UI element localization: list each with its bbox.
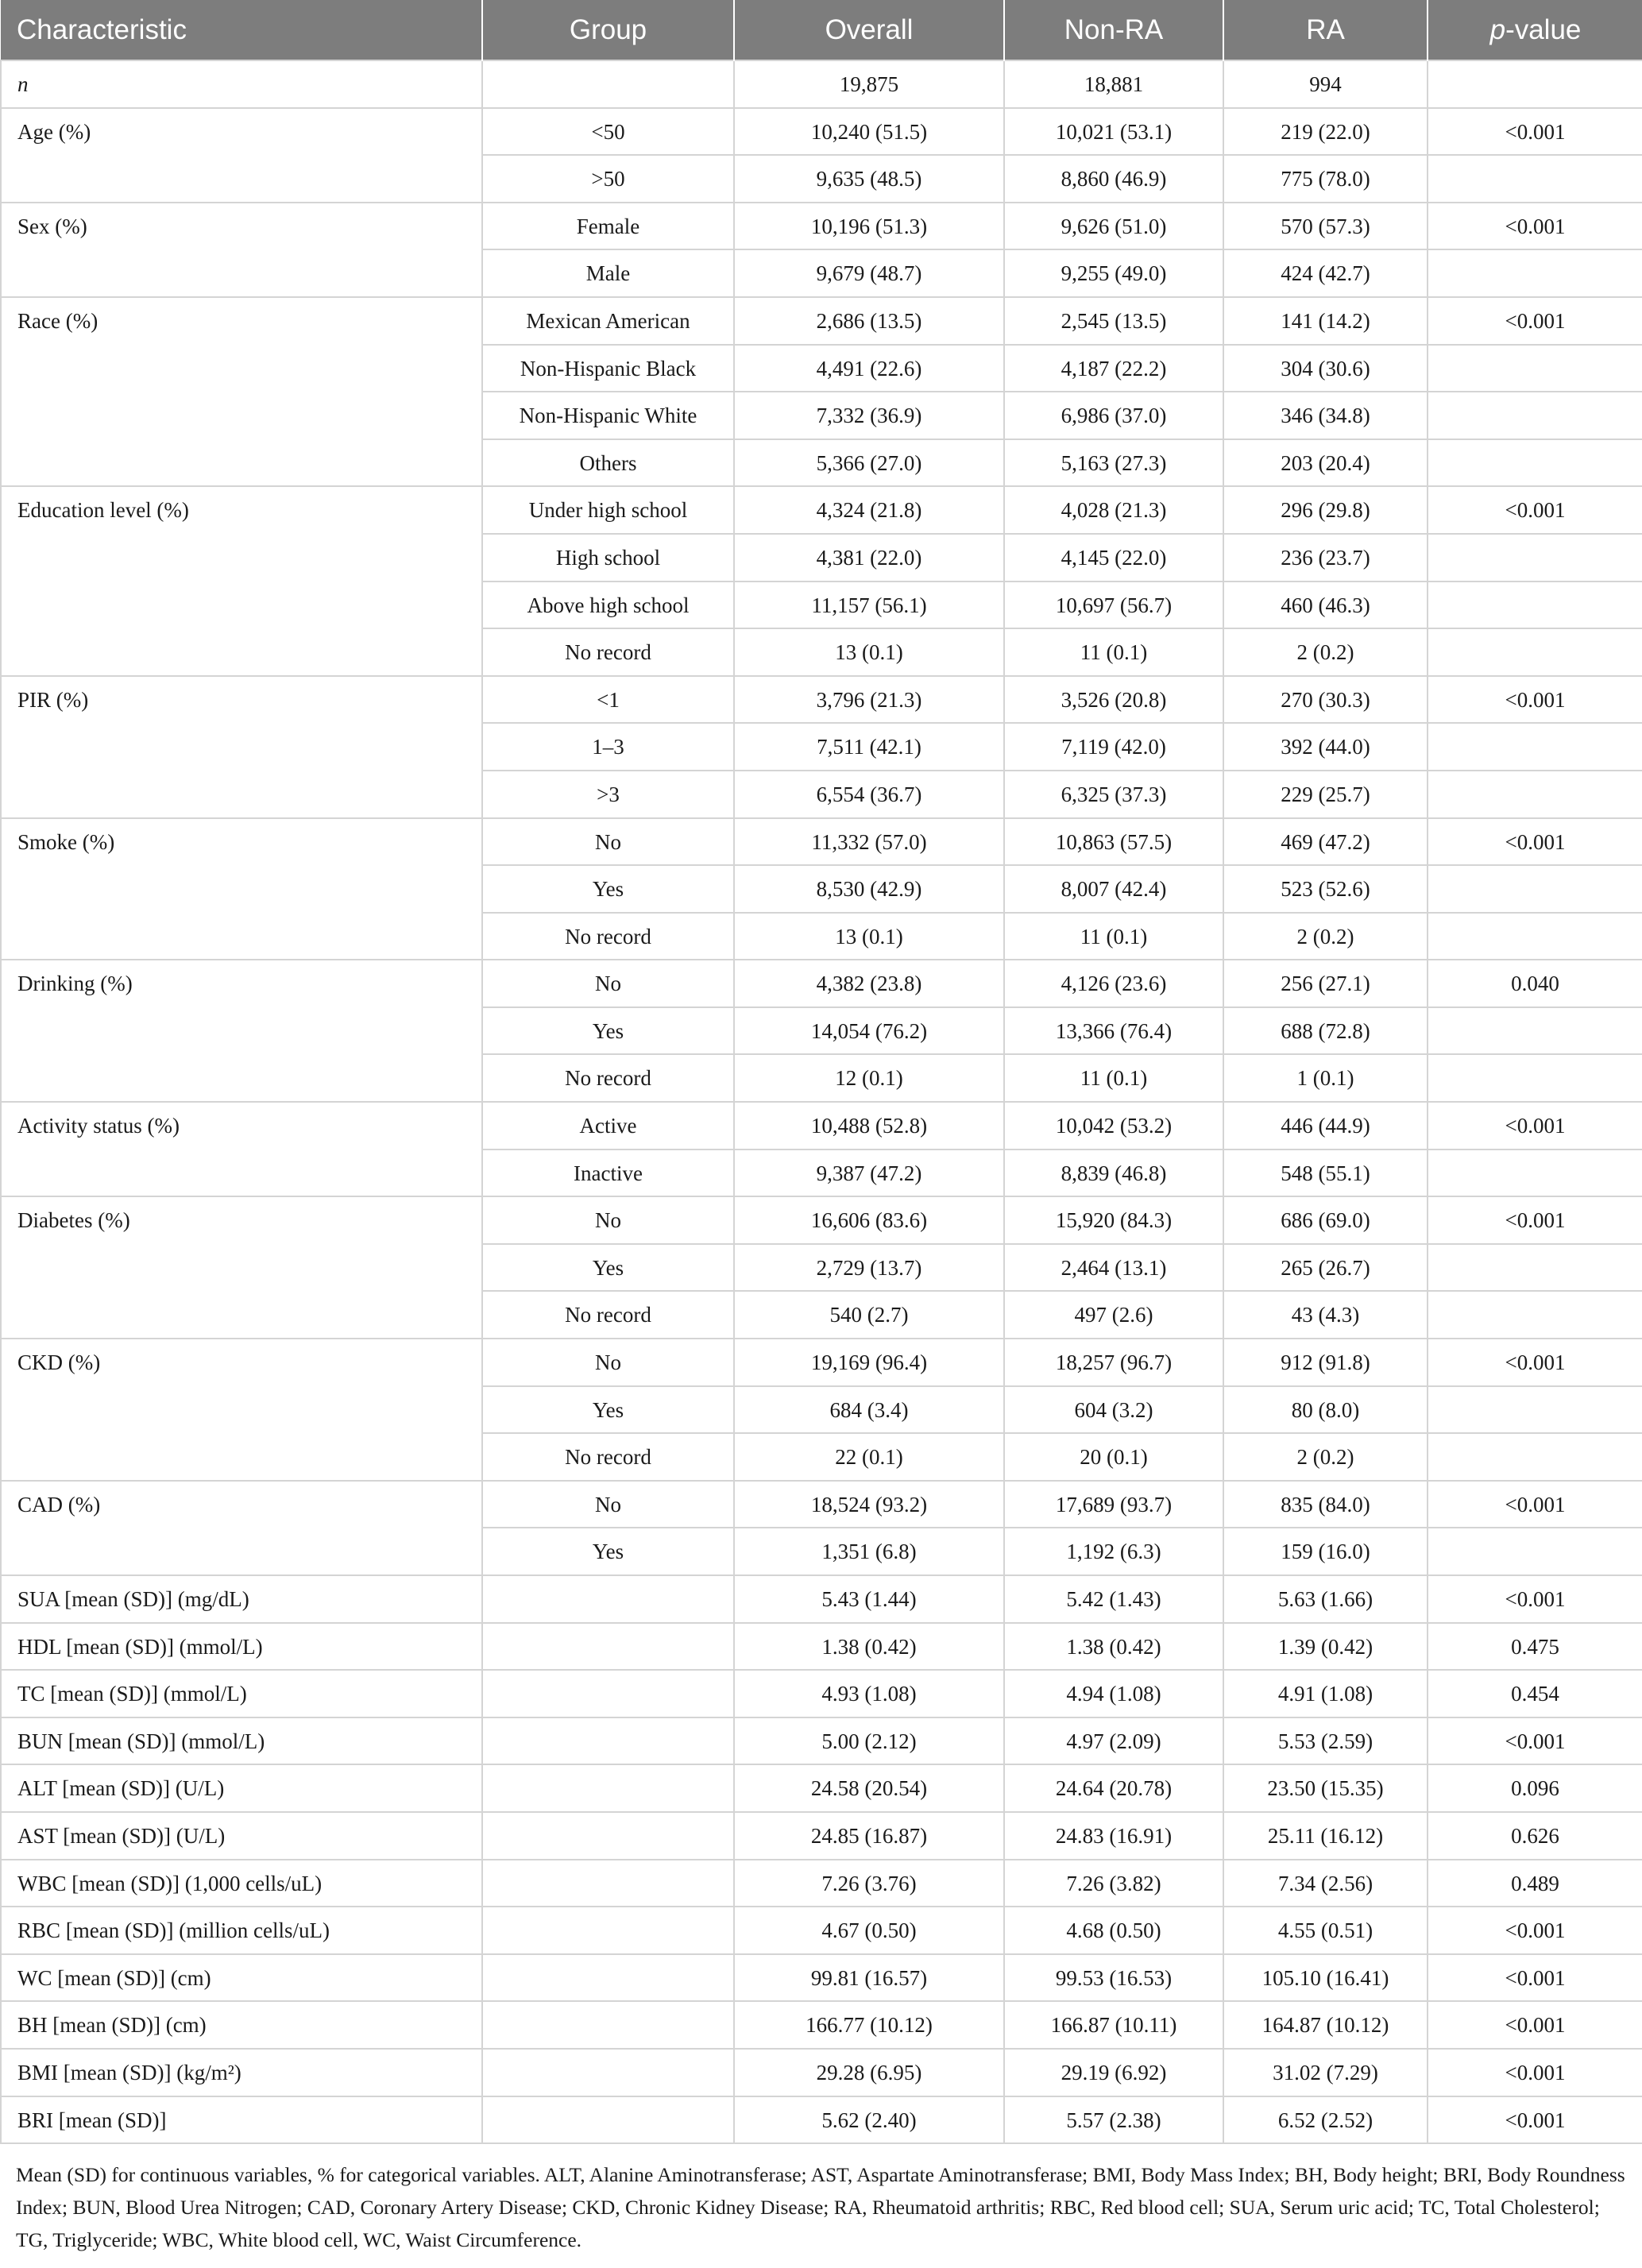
group-cell: <1 [482,676,734,724]
p-value-cell: <0.001 [1428,676,1642,724]
non-ra-cell: 20 (0.1) [1004,1433,1223,1481]
p-value-cell [1428,1007,1642,1055]
table-row [1,676,1642,724]
characteristic-cell: n [1,60,482,108]
overall-cell: 5.00 (2.12) [734,1717,1004,1765]
characteristic-cell: TC [mean (SD)] (mmol/L) [1,1670,482,1717]
group-cell: No record [482,1291,734,1339]
non-ra-cell: 9,255 (49.0) [1004,249,1223,297]
p-value-cell: <0.001 [1428,1481,1642,1528]
group-cell [482,2096,734,2144]
characteristic-cell: SUA [mean (SD)] (mg/dL) [1,1575,482,1623]
p-value-cell [1428,628,1642,676]
p-value-cell: 0.475 [1428,1623,1642,1671]
ra-cell: 2 (0.2) [1223,1433,1428,1481]
ra-cell: 5.53 (2.59) [1223,1717,1428,1765]
table-row [1,1670,1642,1717]
table-row [1,1812,1642,1860]
ra-cell: 159 (16.0) [1223,1528,1428,1575]
group-cell [482,1954,734,2002]
overall-cell: 5,366 (27.0) [734,439,1004,487]
non-ra-cell: 24.83 (16.91) [1004,1812,1223,1860]
p-value-cell [1428,771,1642,818]
group-cell: No [482,1481,734,1528]
overall-cell: 7,511 (42.1) [734,723,1004,771]
characteristic-cell: AST [mean (SD)] (U/L) [1,1812,482,1860]
ra-cell: 570 (57.3) [1223,203,1428,250]
table-row [1,486,1642,534]
ra-cell: 43 (4.3) [1223,1291,1428,1339]
table-row [1,1102,1642,1149]
overall-cell: 540 (2.7) [734,1291,1004,1339]
header-p-value: p-value [1428,0,1642,60]
ra-cell: 688 (72.8) [1223,1007,1428,1055]
table-row [1,1481,1642,1528]
ra-cell: 2 (0.2) [1223,913,1428,960]
overall-cell: 684 (3.4) [734,1386,1004,1434]
table-row [1,297,1642,345]
overall-cell: 18,524 (93.2) [734,1481,1004,1528]
overall-cell: 10,196 (51.3) [734,203,1004,250]
characteristic-cell: BRI [mean (SD)] [1,2096,482,2144]
group-cell: Yes [482,865,734,913]
non-ra-cell: 8,860 (46.9) [1004,155,1223,203]
p-value-cell [1428,345,1642,392]
group-cell: High school [482,534,734,581]
group-cell: Mexican American [482,297,734,345]
p-value-cell: 0.626 [1428,1812,1642,1860]
group-cell: <50 [482,108,734,156]
overall-cell: 16,606 (83.6) [734,1196,1004,1244]
p-value-cell: <0.001 [1428,1717,1642,1765]
overall-cell: 2,729 (13.7) [734,1244,1004,1292]
header-non-ra: Non-RA [1004,0,1223,60]
overall-cell: 24.58 (20.54) [734,1764,1004,1812]
non-ra-cell: 8,007 (42.4) [1004,865,1223,913]
non-ra-cell: 11 (0.1) [1004,1054,1223,1102]
group-cell: Non-Hispanic Black [482,345,734,392]
ra-cell: 203 (20.4) [1223,439,1428,487]
overall-cell: 13 (0.1) [734,628,1004,676]
p-value-cell [1428,1433,1642,1481]
ra-cell: 256 (27.1) [1223,960,1428,1007]
header-overall: Overall [734,0,1004,60]
non-ra-cell: 11 (0.1) [1004,628,1223,676]
ra-cell: 346 (34.8) [1223,392,1428,439]
overall-cell: 9,635 (48.5) [734,155,1004,203]
p-value-cell: 0.489 [1428,1860,1642,1907]
group-cell [482,1717,734,1765]
ra-cell: 141 (14.2) [1223,297,1428,345]
ra-cell: 446 (44.9) [1223,1102,1428,1149]
p-value-cell: <0.001 [1428,2049,1642,2096]
overall-cell: 4,324 (21.8) [734,486,1004,534]
overall-cell: 1.38 (0.42) [734,1623,1004,1671]
group-cell [482,2001,734,2049]
non-ra-cell: 13,366 (76.4) [1004,1007,1223,1055]
ra-cell: 164.87 (10.12) [1223,2001,1428,2049]
p-value-cell: <0.001 [1428,818,1642,866]
group-cell: Above high school [482,581,734,629]
characteristic-cell: WBC [mean (SD)] (1,000 cells/uL) [1,1860,482,1907]
table-header [1,0,1642,60]
overall-cell: 24.85 (16.87) [734,1812,1004,1860]
overall-cell: 13 (0.1) [734,913,1004,960]
non-ra-cell: 4.94 (1.08) [1004,1670,1223,1717]
p-value-cell: <0.001 [1428,1196,1642,1244]
p-value-cell: 0.454 [1428,1670,1642,1717]
ra-cell: 469 (47.2) [1223,818,1428,866]
group-cell: No record [482,1054,734,1102]
overall-cell: 9,679 (48.7) [734,249,1004,297]
overall-cell: 14,054 (76.2) [734,1007,1004,1055]
ra-cell: 105.10 (16.41) [1223,1954,1428,2002]
p-value-cell [1428,1244,1642,1292]
table-row [1,108,1642,156]
non-ra-cell: 604 (3.2) [1004,1386,1223,1434]
characteristic-cell: RBC [mean (SD)] (million cells/uL) [1,1907,482,1954]
table-row [1,1954,1642,2002]
characteristic-cell: Drinking (%) [1,960,482,1102]
table-row [1,1575,1642,1623]
group-cell: No [482,818,734,866]
characteristic-cell: HDL [mean (SD)] (mmol/L) [1,1623,482,1671]
table-row [1,2096,1642,2144]
non-ra-cell: 9,626 (51.0) [1004,203,1223,250]
characteristic-cell: ALT [mean (SD)] (U/L) [1,1764,482,1812]
group-cell [482,1764,734,1812]
table-row [1,1860,1642,1907]
p-value-cell: <0.001 [1428,1907,1642,1954]
non-ra-cell: 10,697 (56.7) [1004,581,1223,629]
p-value-cell: 0.096 [1428,1764,1642,1812]
p-value-cell: <0.001 [1428,2001,1642,2049]
ra-cell: 1 (0.1) [1223,1054,1428,1102]
table-row [1,2001,1642,2049]
ra-cell: 1.39 (0.42) [1223,1623,1428,1671]
overall-cell: 99.81 (16.57) [734,1954,1004,2002]
non-ra-cell: 5.42 (1.43) [1004,1575,1223,1623]
non-ra-cell: 4.97 (2.09) [1004,1717,1223,1765]
ra-cell: 304 (30.6) [1223,345,1428,392]
characteristic-cell: Race (%) [1,297,482,486]
non-ra-cell: 5.57 (2.38) [1004,2096,1223,2144]
ra-cell: 296 (29.8) [1223,486,1428,534]
p-value-cell: 0.040 [1428,960,1642,1007]
group-cell: No [482,1339,734,1386]
non-ra-cell: 10,863 (57.5) [1004,818,1223,866]
non-ra-cell: 18,881 [1004,60,1223,108]
overall-cell: 1,351 (6.8) [734,1528,1004,1575]
p-value-cell [1428,1386,1642,1434]
p-value-cell [1428,1291,1642,1339]
table-row [1,1339,1642,1386]
ra-cell: 25.11 (16.12) [1223,1812,1428,1860]
ra-cell: 31.02 (7.29) [1223,2049,1428,2096]
group-cell: No record [482,913,734,960]
overall-cell: 19,169 (96.4) [734,1339,1004,1386]
ra-cell: 392 (44.0) [1223,723,1428,771]
ra-cell: 523 (52.6) [1223,865,1428,913]
group-cell: >50 [482,155,734,203]
characteristic-cell: BMI [mean (SD)] (kg/m²) [1,2049,482,2096]
p-value-cell [1428,1149,1642,1197]
p-value-cell [1428,581,1642,629]
group-cell: Under high school [482,486,734,534]
header-group: Group [482,0,734,60]
non-ra-cell: 15,920 (84.3) [1004,1196,1223,1244]
ra-cell: 229 (25.7) [1223,771,1428,818]
characteristic-cell: CKD (%) [1,1339,482,1481]
p-value-cell: <0.001 [1428,1339,1642,1386]
header-characteristic: Characteristic [1,0,482,60]
group-cell [482,2049,734,2096]
overall-cell: 11,332 (57.0) [734,818,1004,866]
table-row [1,960,1642,1007]
ra-cell: 460 (46.3) [1223,581,1428,629]
ra-cell: 5.63 (1.66) [1223,1575,1428,1623]
p-value-cell [1428,155,1642,203]
p-value-cell: <0.001 [1428,297,1642,345]
overall-cell: 7,332 (36.9) [734,392,1004,439]
non-ra-cell: 4,126 (23.6) [1004,960,1223,1007]
p-value-cell [1428,439,1642,487]
group-cell: >3 [482,771,734,818]
table-row [1,1623,1642,1671]
overall-cell: 12 (0.1) [734,1054,1004,1102]
ra-cell: 2 (0.2) [1223,628,1428,676]
table-row [1,1196,1642,1244]
p-italic-glyph: p [1489,14,1506,45]
overall-cell: 166.77 (10.12) [734,2001,1004,2049]
characteristic-cell: CAD (%) [1,1481,482,1575]
group-cell: Male [482,249,734,297]
header-ra: RA [1223,0,1428,60]
ra-cell: 236 (23.7) [1223,534,1428,581]
table-row [1,1907,1642,1954]
group-cell: Others [482,439,734,487]
table-body [1,60,1642,2143]
group-cell: Female [482,203,734,250]
non-ra-cell: 2,464 (13.1) [1004,1244,1223,1292]
table-row [1,1764,1642,1812]
non-ra-cell: 24.64 (20.78) [1004,1764,1223,1812]
table-row [1,60,1642,108]
non-ra-cell: 5,163 (27.3) [1004,439,1223,487]
overall-cell: 22 (0.1) [734,1433,1004,1481]
overall-cell: 5.43 (1.44) [734,1575,1004,1623]
group-cell [482,1623,734,1671]
p-value-cell [1428,865,1642,913]
p-value-cell: <0.001 [1428,1954,1642,2002]
table-row [1,2049,1642,2096]
group-cell: No [482,960,734,1007]
non-ra-cell: 2,545 (13.5) [1004,297,1223,345]
p-value-cell [1428,723,1642,771]
overall-cell: 4,491 (22.6) [734,345,1004,392]
group-cell: Inactive [482,1149,734,1197]
non-ra-cell: 8,839 (46.8) [1004,1149,1223,1197]
group-cell: Non-Hispanic White [482,392,734,439]
group-cell: Yes [482,1528,734,1575]
characteristic-cell: Activity status (%) [1,1102,482,1196]
p-value-cell: <0.001 [1428,1102,1642,1149]
overall-cell: 2,686 (13.5) [734,297,1004,345]
overall-cell: 11,157 (56.1) [734,581,1004,629]
p-value-cell [1428,1054,1642,1102]
overall-cell: 9,387 (47.2) [734,1149,1004,1197]
ra-cell: 6.52 (2.52) [1223,2096,1428,2144]
ra-cell: 4.91 (1.08) [1223,1670,1428,1717]
p-value-cell [1428,913,1642,960]
characteristic-cell: Age (%) [1,108,482,203]
ra-cell: 270 (30.3) [1223,676,1428,724]
p-value-cell: <0.001 [1428,203,1642,250]
non-ra-cell: 6,325 (37.3) [1004,771,1223,818]
non-ra-cell: 4,187 (22.2) [1004,345,1223,392]
characteristic-cell: WC [mean (SD)] (cm) [1,1954,482,2002]
ra-cell: 835 (84.0) [1223,1481,1428,1528]
table-row [1,203,1642,250]
ra-cell: 686 (69.0) [1223,1196,1428,1244]
group-cell [482,60,734,108]
overall-cell: 7.26 (3.76) [734,1860,1004,1907]
non-ra-cell: 11 (0.1) [1004,913,1223,960]
group-cell [482,1575,734,1623]
characteristic-cell: Sex (%) [1,203,482,297]
group-cell: No record [482,628,734,676]
non-ra-cell: 10,021 (53.1) [1004,108,1223,156]
p-value-cell [1428,1528,1642,1575]
non-ra-cell: 497 (2.6) [1004,1291,1223,1339]
ra-cell: 265 (26.7) [1223,1244,1428,1292]
overall-cell: 4.67 (0.50) [734,1907,1004,1954]
characteristic-cell: BH [mean (SD)] (cm) [1,2001,482,2049]
overall-cell: 19,875 [734,60,1004,108]
overall-cell: 4,382 (23.8) [734,960,1004,1007]
ra-cell: 7.34 (2.56) [1223,1860,1428,1907]
header-row [1,0,1642,60]
non-ra-cell: 99.53 (16.53) [1004,1954,1223,2002]
characteristic-cell: BUN [mean (SD)] (mmol/L) [1,1717,482,1765]
overall-cell: 6,554 (36.7) [734,771,1004,818]
characteristic-cell: Smoke (%) [1,818,482,960]
ra-cell: 548 (55.1) [1223,1149,1428,1197]
ra-cell: 80 (8.0) [1223,1386,1428,1434]
overall-cell: 4,381 (22.0) [734,534,1004,581]
ra-cell: 23.50 (15.35) [1223,1764,1428,1812]
non-ra-cell: 7,119 (42.0) [1004,723,1223,771]
p-value-cell [1428,60,1642,108]
non-ra-cell: 17,689 (93.7) [1004,1481,1223,1528]
group-cell [482,1812,734,1860]
group-cell: Yes [482,1386,734,1434]
overall-cell: 29.28 (6.95) [734,2049,1004,2096]
ra-cell: 775 (78.0) [1223,155,1428,203]
group-cell: 1–3 [482,723,734,771]
group-cell: Yes [482,1007,734,1055]
group-cell [482,1860,734,1907]
non-ra-cell: 3,526 (20.8) [1004,676,1223,724]
non-ra-cell: 1.38 (0.42) [1004,1623,1223,1671]
ra-cell: 912 (91.8) [1223,1339,1428,1386]
p-value-cell [1428,534,1642,581]
group-cell: Yes [482,1244,734,1292]
non-ra-cell: 10,042 (53.2) [1004,1102,1223,1149]
ra-cell: 994 [1223,60,1428,108]
overall-cell: 10,488 (52.8) [734,1102,1004,1149]
ra-cell: 4.55 (0.51) [1223,1907,1428,1954]
non-ra-cell: 4.68 (0.50) [1004,1907,1223,1954]
table-footnote: Mean (SD) for continuous variables, % for categorical variables. ALT, Alanine Aminotransferase; AST, Aspartate Aminotransferase; BMI, Body Mass Index; BH, Body height; BRI, Body Roundness Index; BUN, Blood Urea Nitrogen; CAD, Coronary Artery Disease; CKD, Chronic Kidney Disease; RA, Rheumatoid arthritis; RBC, Red blood cell; SUA, Serum uric acid; TC, Total Cholesterol; TG, Triglyceride; WBC, White blood cell, WC, Waist Circumference. [16,2163,1625,2251]
characteristic-cell: Diabetes (%) [1,1196,482,1339]
group-cell [482,1670,734,1717]
ra-cell: 424 (42.7) [1223,249,1428,297]
non-ra-cell: 1,192 (6.3) [1004,1528,1223,1575]
p-value-cell: <0.001 [1428,108,1642,156]
table-row [1,818,1642,866]
group-cell [482,1907,734,1954]
table-row [1,1717,1642,1765]
ra-cell: 219 (22.0) [1223,108,1428,156]
group-cell: No [482,1196,734,1244]
overall-cell: 10,240 (51.5) [734,108,1004,156]
characteristic-cell: PIR (%) [1,676,482,818]
group-cell: No record [482,1433,734,1481]
overall-cell: 4.93 (1.08) [734,1670,1004,1717]
non-ra-cell: 4,145 (22.0) [1004,534,1223,581]
overall-cell: 5.62 (2.40) [734,2096,1004,2144]
non-ra-cell: 29.19 (6.92) [1004,2049,1223,2096]
p-value-cell: <0.001 [1428,2096,1642,2144]
group-cell: Active [482,1102,734,1149]
non-ra-cell: 18,257 (96.7) [1004,1339,1223,1386]
p-value-cell: <0.001 [1428,486,1642,534]
p-value-cell [1428,249,1642,297]
characteristic-cell: Education level (%) [1,486,482,675]
overall-cell: 3,796 (21.3) [734,676,1004,724]
p-value-cell [1428,392,1642,439]
non-ra-cell: 7.26 (3.82) [1004,1860,1223,1907]
non-ra-cell: 4,028 (21.3) [1004,486,1223,534]
non-ra-cell: 166.87 (10.11) [1004,2001,1223,2049]
p-value-cell: <0.001 [1428,1575,1642,1623]
overall-cell: 8,530 (42.9) [734,865,1004,913]
non-ra-cell: 6,986 (37.0) [1004,392,1223,439]
